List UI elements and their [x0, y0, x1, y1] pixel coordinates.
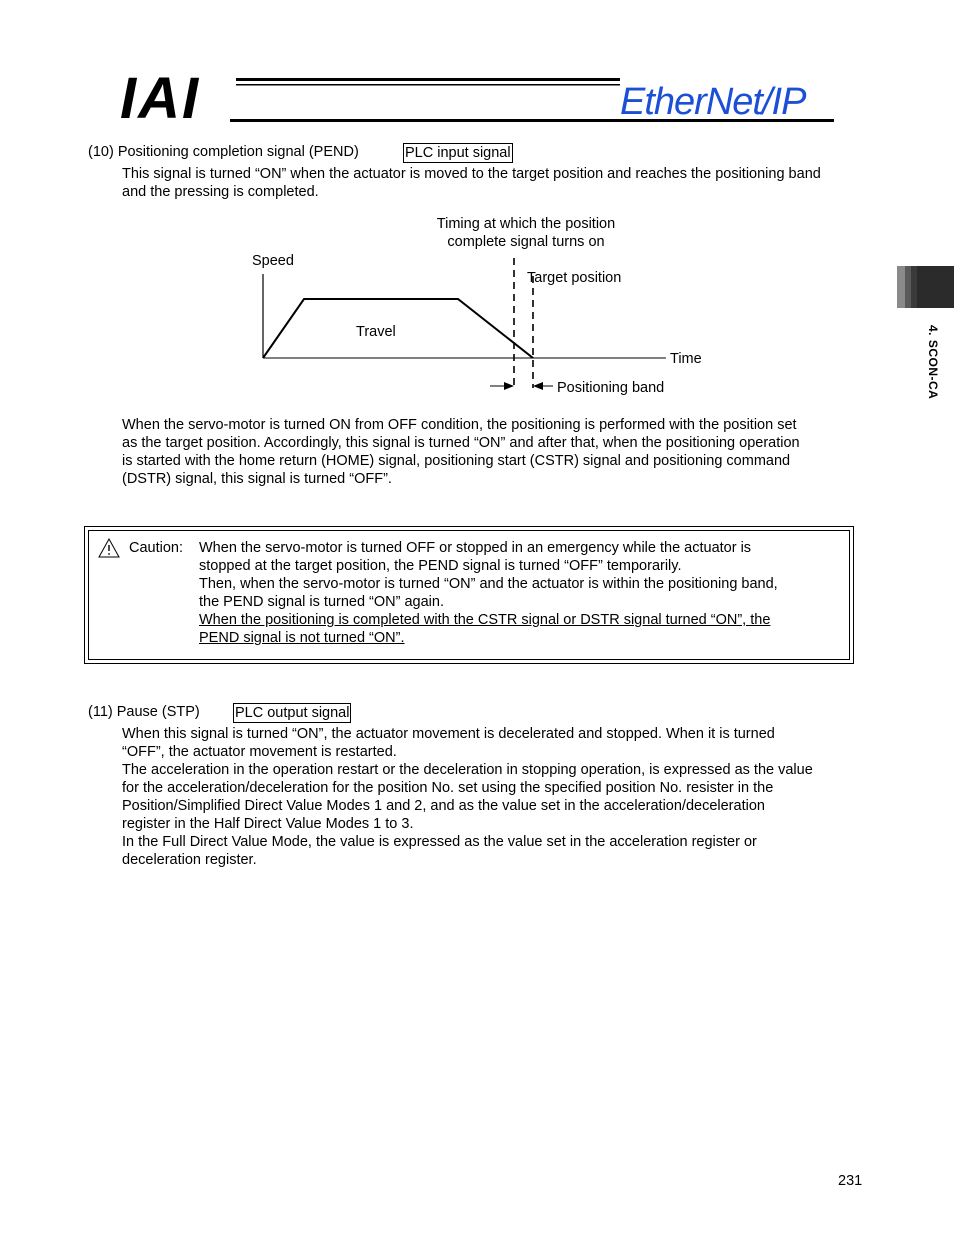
body-line: for the acceleration/deceleration for the position No. set using the specified position No. resister in the: [122, 780, 774, 796]
section11-body: [122, 725, 867, 869]
section11-heading: (11) Pause (STP): [88, 704, 200, 720]
section10-body: [122, 416, 867, 488]
time-label: Time: [670, 351, 702, 367]
caution-text: [199, 539, 839, 647]
speed-profile: [263, 299, 533, 358]
plc-input-signal-badge: PLC input signal: [405, 145, 511, 161]
caution-box: [84, 526, 854, 664]
plc-output-signal-badge: PLC output signal: [235, 705, 350, 721]
iai-logo-text: IAI: [120, 72, 201, 124]
chapter-tab: [897, 266, 954, 308]
ethernet-ip-title: EtherNet/IP: [620, 81, 806, 123]
caution-line: the PEND signal is turned “ON” again.: [199, 594, 444, 610]
iai-logo: [118, 72, 230, 124]
body-line: (DSTR) signal, this signal is turned “OFF”.: [122, 471, 392, 487]
target-position-label: Target position: [527, 270, 622, 286]
timing-label-2: complete signal turns on: [447, 234, 605, 250]
body-line: When this signal is turned “ON”, the actuator movement is decelerated and stopped. When it is turned: [122, 726, 775, 742]
body-line: When the servo-motor is turned ON from OFF condition, the positioning is performed with the position set: [122, 417, 797, 433]
speed-label: Speed: [252, 253, 294, 269]
body-line: In the Full Direct Value Mode, the value is expressed as the value set in the acceleration register or: [122, 834, 757, 850]
body-line: as the target position. Accordingly, this signal is turned “ON” and after that, when the positioning operation: [122, 435, 800, 451]
caution-label: Caution:: [129, 540, 184, 556]
travel-label: Travel: [356, 324, 396, 340]
caution-underlined-line: PEND signal is not turned “ON”.: [199, 630, 405, 646]
section10-intro: This signal is turned “ON” when the actuator is moved to the target position and reaches the positioning band and the pressing is completed.: [122, 166, 821, 200]
caution-line: When the servo-motor is turned OFF or stopped in an emergency while the actuator is: [199, 540, 752, 556]
body-line: “OFF”, the actuator movement is restarted.: [122, 744, 397, 760]
chapter-label: 4. SCON-CA: [926, 325, 940, 400]
caution-line: stopped at the target position, the PEND signal is turned “OFF” temporarily.: [199, 558, 682, 574]
positioning-band-label: Positioning band: [557, 380, 665, 396]
warning-triangle-icon: [98, 538, 120, 558]
band-arrow-left: [504, 382, 514, 390]
section10-heading: (10) Positioning completion signal (PEND): [88, 144, 359, 160]
body-line: is started with the home return (HOME) signal, positioning start (CSTR) signal and positioning command: [122, 453, 791, 469]
body-line: register in the Half Direct Value Modes 1 to 3.: [122, 816, 414, 832]
body-line: deceleration register.: [122, 852, 257, 868]
caution-underlined-line: When the positioning is completed with the CSTR signal or DSTR signal turned “ON”, the: [199, 612, 771, 628]
timing-label-1: Timing at which the position: [436, 216, 616, 232]
body-line: The acceleration in the operation restart or the deceleration in stopping operation, is expressed as the value: [122, 762, 813, 778]
pend-timing-diagram: [250, 210, 720, 410]
caution-line: Then, when the servo-motor is turned “ON” and the actuator is within the positioning band,: [199, 576, 778, 592]
band-arrow-right: [533, 382, 543, 390]
page-number: 231: [838, 1173, 863, 1189]
body-line: Position/Simplified Direct Value Modes 1 and 2, and as the value set in the acceleration/deceleration: [122, 798, 765, 814]
